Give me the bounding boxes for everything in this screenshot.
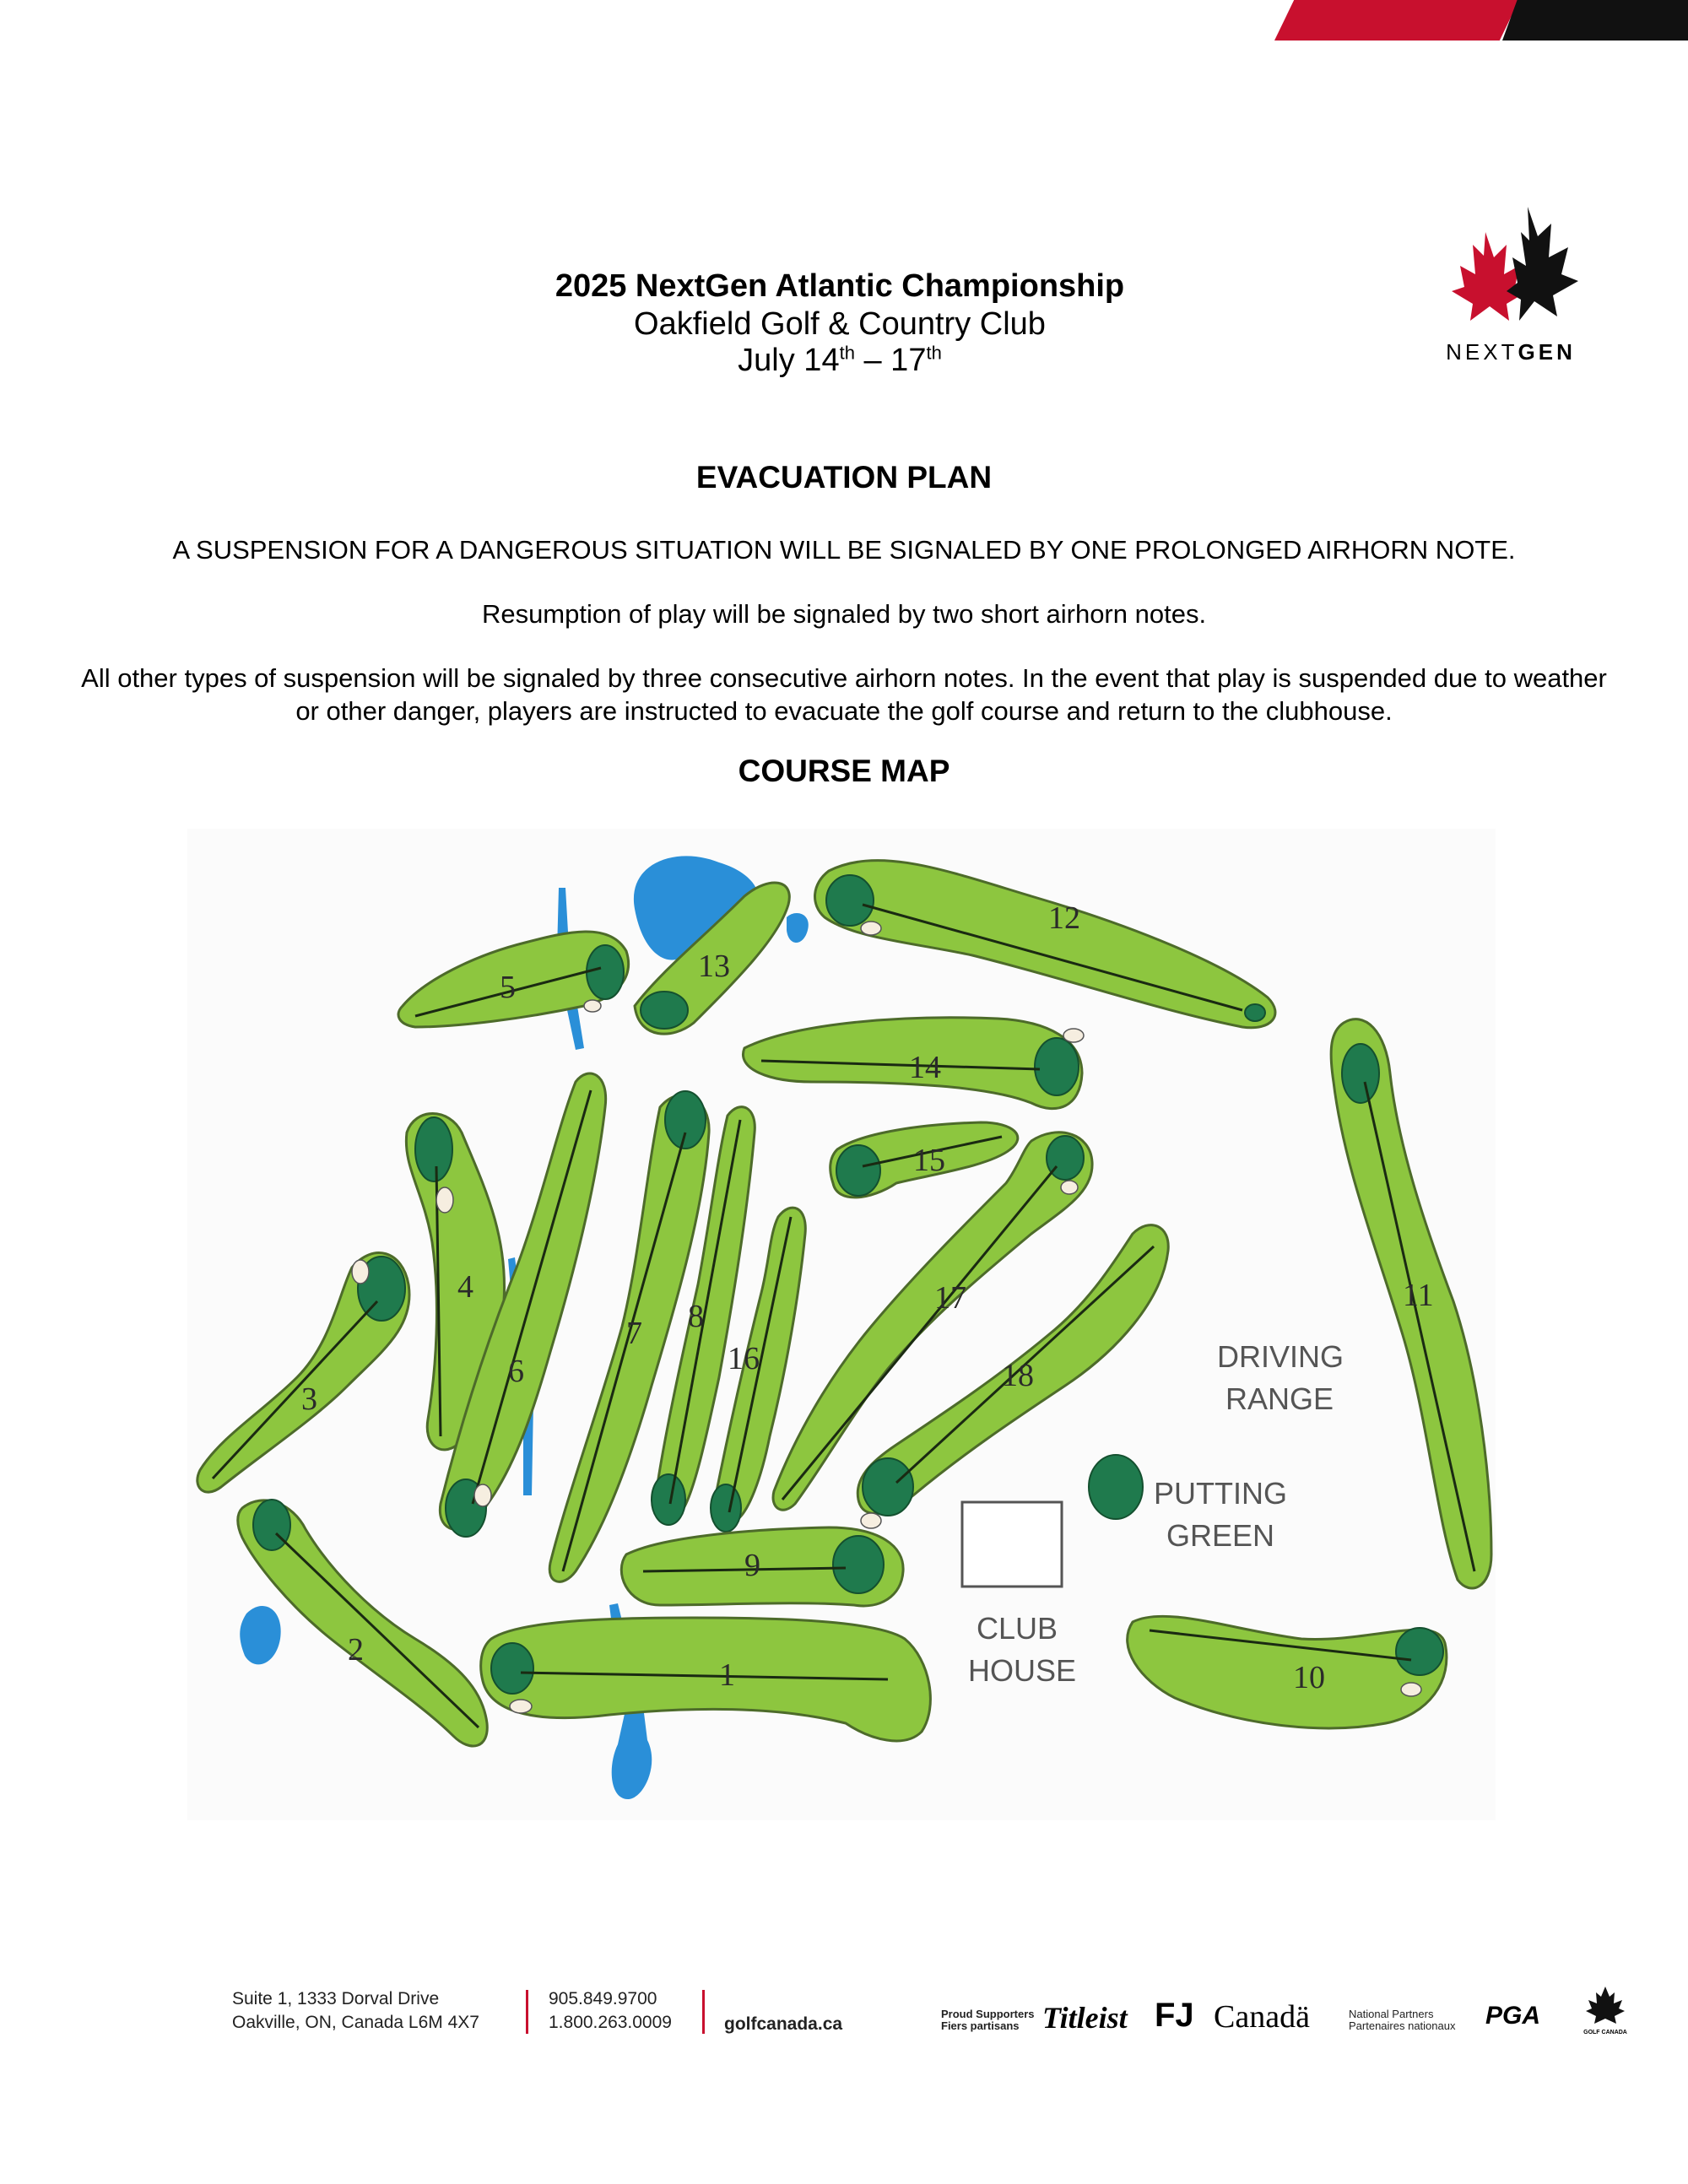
- pond-2: [240, 1606, 280, 1664]
- partners-line-1: National Partners: [1349, 2008, 1434, 2020]
- evacuation-line-1: A SUSPENSION FOR A DANGEROUS SITUATION WILL BE SIGNALED BY ONE PROLONGED AIRHORN NOTE.: [172, 535, 1516, 565]
- green-16: [711, 1484, 741, 1532]
- driving-range-label-1: DRIVING: [1217, 1339, 1344, 1374]
- footer-phones: [549, 1987, 672, 2035]
- green-9: [833, 1536, 884, 1593]
- club-house-label-1: CLUB: [977, 1611, 1058, 1646]
- green-5: [587, 945, 624, 999]
- logo-wordmark-next: NEXT: [1446, 339, 1518, 365]
- centerline-3: [213, 1301, 377, 1479]
- green-14: [1035, 1038, 1079, 1095]
- canada-wordmark: Canadä: [1214, 1999, 1310, 2035]
- proud-supporters-label: [941, 2008, 1035, 2032]
- footer-address: [232, 1987, 479, 2035]
- evacuation-heading: EVACUATION PLAN: [695, 460, 993, 495]
- green-15: [836, 1145, 880, 1196]
- date-end-suffix: th: [926, 342, 942, 364]
- date-separator: – 17: [854, 343, 927, 378]
- phone-2: 1.800.263.0009: [549, 2013, 672, 2032]
- putting-green-label-2: GREEN: [1166, 1518, 1275, 1553]
- course-map: [187, 829, 1496, 1820]
- green-13: [641, 992, 688, 1029]
- bunker: [1063, 1029, 1084, 1042]
- hole-number-12: 12: [1048, 900, 1080, 936]
- address-line-1: Suite 1, 1333 Dorval Drive: [232, 1989, 440, 2008]
- hole-number-5: 5: [500, 970, 516, 1005]
- hole-number-14: 14: [909, 1050, 941, 1085]
- hole-number-4: 4: [457, 1269, 473, 1305]
- phone-1: 905.849.9700: [549, 1989, 657, 2008]
- fairway-12: [815, 861, 1275, 1028]
- address-line-2: Oakville, ON, Canada L6M 4X7: [232, 2013, 479, 2032]
- green-18: [863, 1458, 913, 1516]
- green-10: [1396, 1628, 1443, 1675]
- header-block: [0, 268, 1688, 379]
- hole-number-3: 3: [301, 1381, 317, 1417]
- putting-green: [1089, 1455, 1143, 1519]
- club-house: [962, 1502, 1062, 1587]
- date-start-suffix: th: [839, 342, 855, 364]
- hole-number-11: 11: [1403, 1278, 1434, 1313]
- logo-wordmark-gen: GEN: [1518, 339, 1576, 365]
- partners-line-2: Partenaires nationaux: [1349, 2019, 1456, 2032]
- hole-number-10: 10: [1293, 1660, 1325, 1695]
- green-12: [826, 875, 874, 926]
- hole-number-2: 2: [348, 1632, 364, 1668]
- hole-number-6: 6: [508, 1354, 524, 1389]
- hole-number-18: 18: [1002, 1358, 1034, 1393]
- bunker: [861, 922, 881, 935]
- bunker: [1401, 1683, 1421, 1696]
- green-8: [652, 1474, 685, 1525]
- hole-number-13: 13: [698, 949, 730, 984]
- course-map-heading: COURSE MAP: [738, 754, 950, 788]
- national-partners-label: [1349, 2008, 1455, 2032]
- centerline-2: [276, 1533, 479, 1727]
- footer-divider-1: [526, 1990, 528, 2034]
- bunker: [1061, 1181, 1078, 1194]
- hole-number-15: 15: [913, 1143, 945, 1178]
- top-accent-black-bar: [1502, 0, 1688, 41]
- tee-12: [1245, 1004, 1265, 1021]
- course-map-drawing: [187, 829, 1496, 1820]
- bunker: [510, 1700, 532, 1713]
- hole-number-9: 9: [744, 1548, 760, 1583]
- bunker: [436, 1187, 453, 1213]
- footer-divider-2: [702, 1990, 705, 2034]
- event-title: 2025 NextGen Atlantic Championship: [555, 268, 1125, 304]
- driving-range-label-2: RANGE: [1225, 1381, 1334, 1416]
- putting-green-label-1: PUTTING: [1154, 1476, 1287, 1511]
- green-11: [1342, 1044, 1379, 1103]
- golf-canada-text: GOLF CANADA: [1583, 2030, 1627, 2035]
- date-start: July 14: [738, 343, 840, 378]
- supporters-line-2: Fiers partisans: [941, 2019, 1020, 2032]
- supporters-line-1: Proud Supporters: [941, 2008, 1035, 2020]
- event-dates: [0, 343, 1684, 379]
- green-1: [491, 1643, 533, 1694]
- hole-number-16: 16: [728, 1341, 760, 1376]
- hole-number-1: 1: [719, 1657, 735, 1693]
- golf-canada-logo: [1580, 1985, 1631, 2036]
- bunker: [584, 1000, 601, 1012]
- hole-number-8: 8: [688, 1299, 704, 1334]
- footer-website[interactable]: golfcanada.ca: [724, 2014, 843, 2034]
- evacuation-line-3: All other types of suspension will be signaled by three consecutive airhorn notes. In the event that play is suspended due to weather or other danger, players are instructed to evacuate the golf course and return to the clubhouse.: [81, 663, 1607, 726]
- titleist-logo: Titleist: [1042, 2001, 1128, 2035]
- bunker: [861, 1513, 881, 1528]
- green-7: [665, 1091, 706, 1149]
- pond-small: [787, 913, 809, 943]
- golf-canada-leaf-icon: [1584, 1985, 1626, 2025]
- hole-number-17: 17: [934, 1280, 966, 1316]
- club-house-label-2: HOUSE: [968, 1653, 1077, 1688]
- hole-number-7: 7: [626, 1316, 642, 1351]
- evacuation-line-2: Resumption of play will be signaled by two short airhorn notes.: [481, 599, 1207, 629]
- top-accent-red-bar: [1274, 0, 1519, 41]
- pga-logo: PGA: [1485, 2002, 1541, 2030]
- green-4: [415, 1117, 452, 1181]
- event-venue: Oakfield Golf & Country Club: [634, 306, 1046, 342]
- bunker: [352, 1260, 369, 1284]
- fj-logo: FJ: [1155, 1997, 1194, 2034]
- bunker: [474, 1484, 491, 1506]
